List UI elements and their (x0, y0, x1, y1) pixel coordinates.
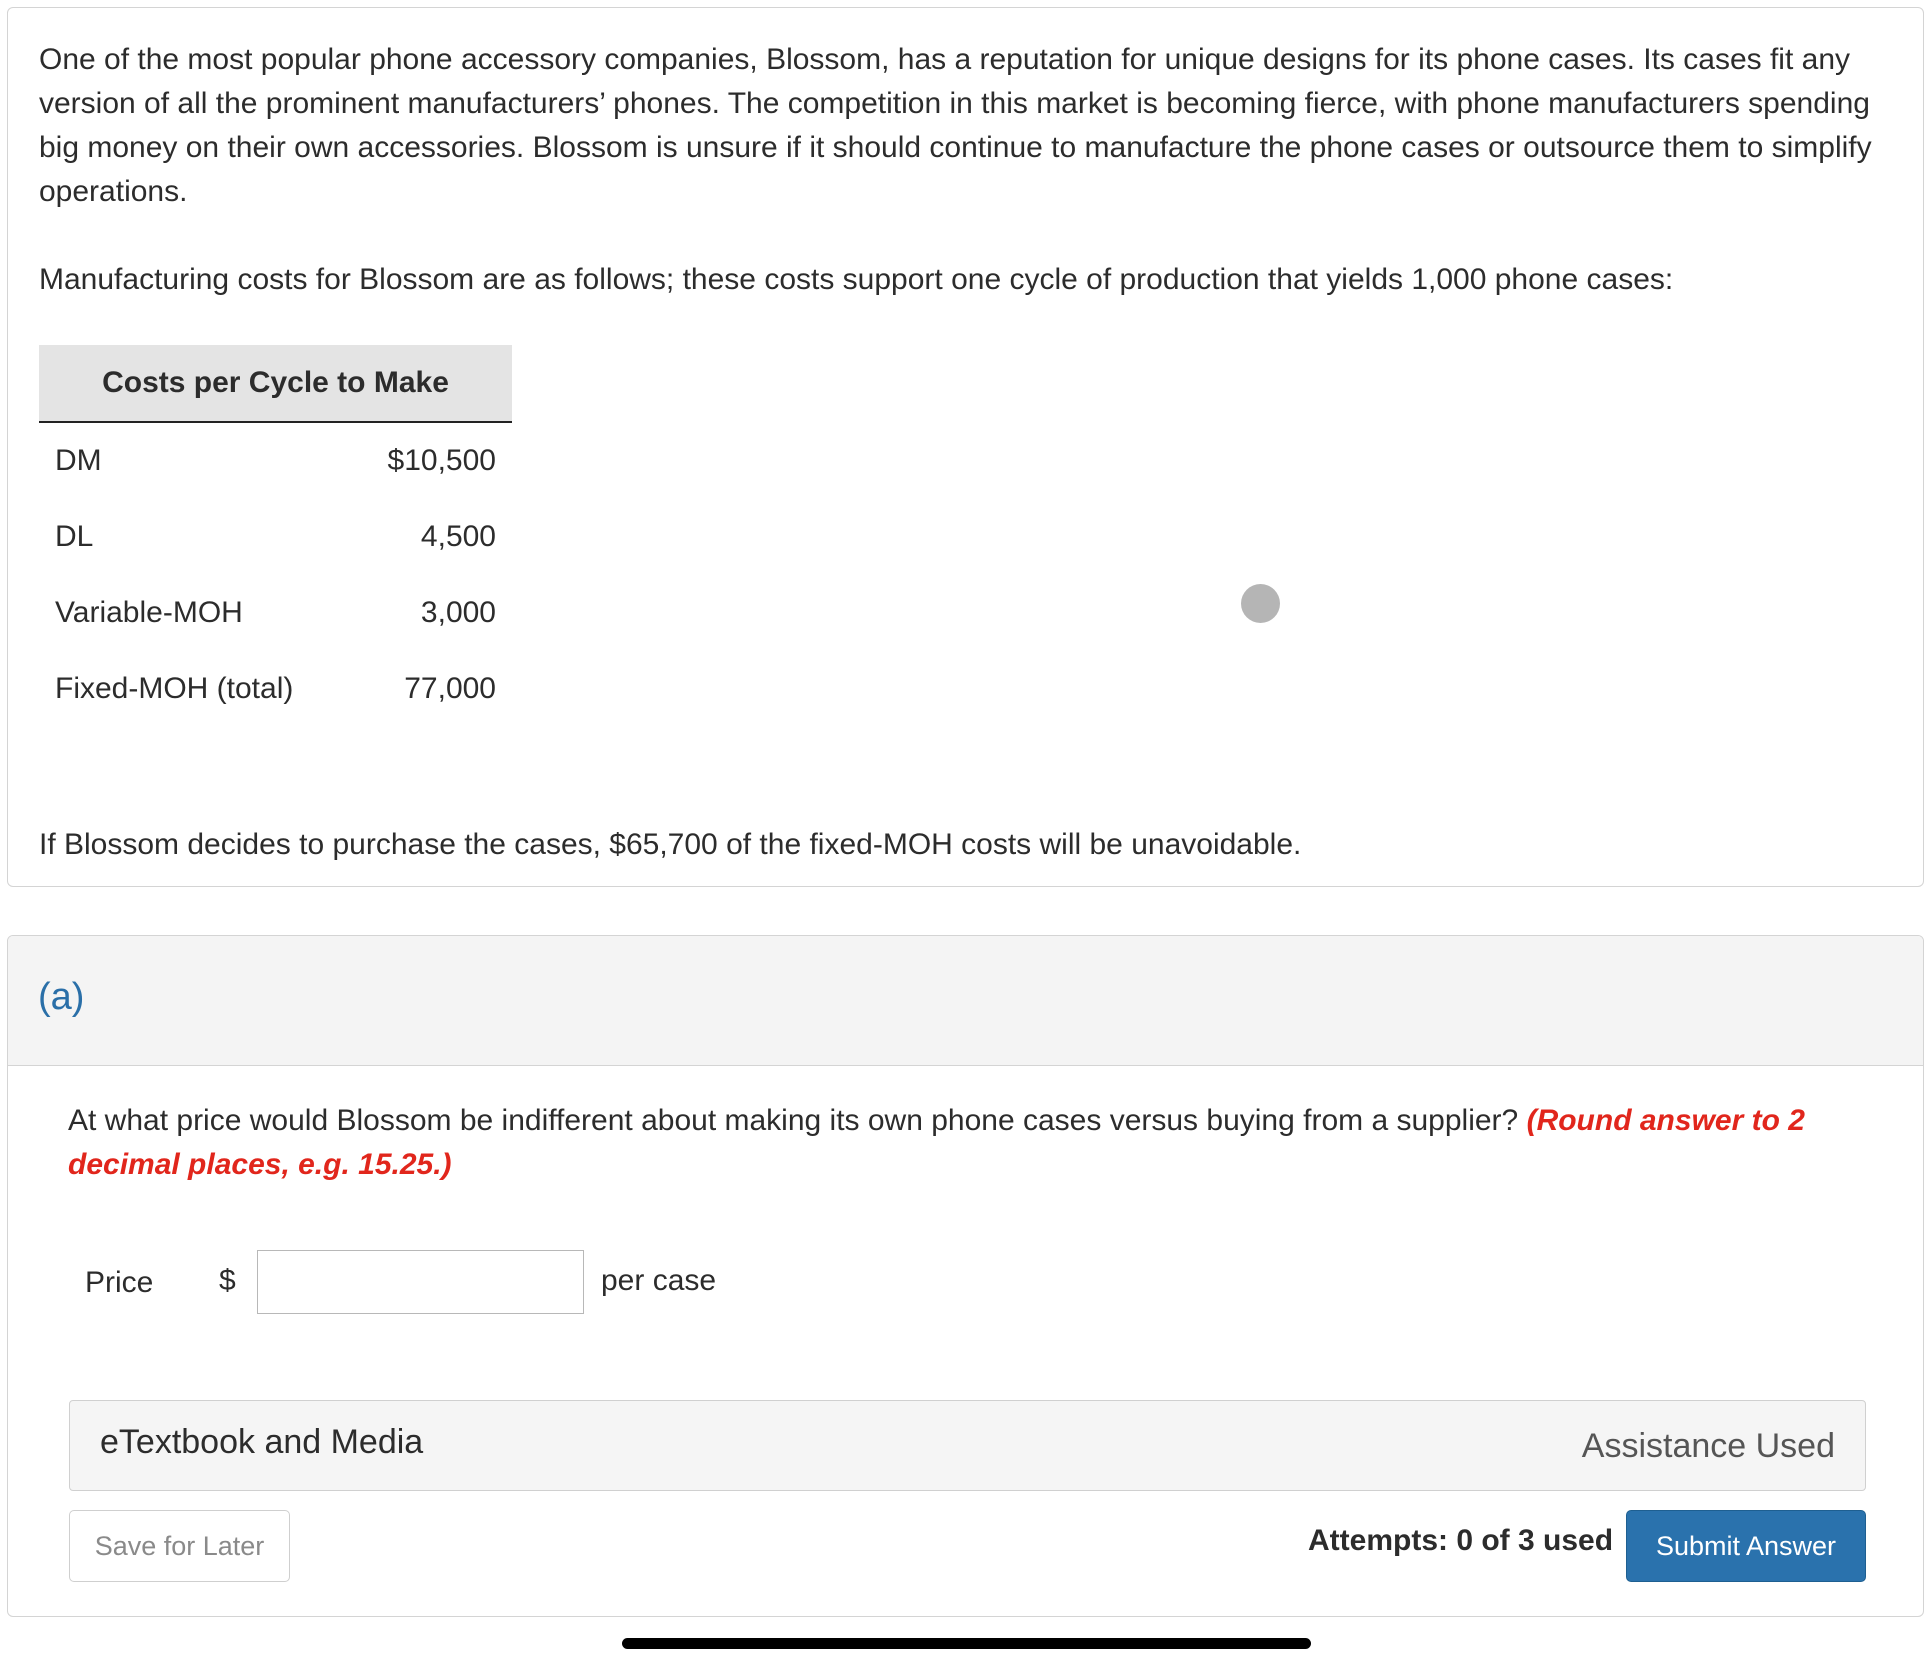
row-amount: 77,000 (404, 672, 496, 705)
row-label: Variable-MOH (55, 596, 243, 629)
table-row (39, 575, 512, 651)
attempts-counter: Attempts: 0 of 3 used (1308, 1524, 1614, 1557)
cost-table-header: Costs per Cycle to Make (39, 345, 512, 422)
table-row (39, 651, 512, 727)
row-amount: 4,500 (420, 520, 496, 553)
part-label: (a) (38, 976, 85, 1018)
unavoidable-cost-note: If Blossom decides to purchase the cases, $65,700 of the fixed-MOH costs will be unavoidable. (39, 828, 1302, 861)
table-row (39, 422, 512, 499)
price-input[interactable] (257, 1250, 584, 1314)
row-label: DL (55, 520, 94, 553)
problem-intro: One of the most popular phone accessory companies, Blossom, has a reputation for unique designs for its phone cases. Its cases fit any version of all the prominent manufacturers’ phones. The competition in this market is becoming fierce, with phone manufacturers spending big money on their own accessories. Blossom is unsure if it should continue to manufacture the phone cases or outsource them to simplify operations. (39, 43, 1872, 208)
rounding-instruction: (Round answer to 2 decimal places, e.g. 15.25.) (68, 1104, 1805, 1181)
unit-label: per case (601, 1264, 717, 1297)
question-prompt: At what price would Blossom be indifferent about making its own phone cases versus buying from a supplier? (68, 1104, 1519, 1137)
cost-table (39, 345, 512, 727)
save-for-later-button[interactable]: Save for Later (69, 1510, 290, 1582)
currency-symbol: $ (219, 1264, 236, 1297)
question-text (68, 1099, 1868, 1187)
home-indicator-bar (622, 1638, 1311, 1649)
row-amount: $10,500 (387, 444, 496, 477)
part-header (8, 936, 1923, 1066)
touch-indicator-dot (1241, 584, 1280, 623)
row-label: DM (55, 444, 102, 477)
part-a-card (7, 935, 1924, 1617)
costs-intro: Manufacturing costs for Blossom are as follows; these costs support one cycle of production that yields 1,000 phone cases: (39, 263, 1674, 296)
etextbook-media-bar[interactable] (69, 1400, 1866, 1491)
price-label: Price (85, 1266, 154, 1299)
problem-card (7, 7, 1924, 887)
submit-answer-button[interactable]: Submit Answer (1626, 1510, 1866, 1582)
table-row (39, 499, 512, 575)
assistance-used-label: Assistance Used (1581, 1427, 1835, 1465)
row-amount: 3,000 (420, 596, 496, 629)
media-title: eTextbook and Media (100, 1423, 424, 1461)
row-label: Fixed-MOH (total) (55, 672, 294, 705)
